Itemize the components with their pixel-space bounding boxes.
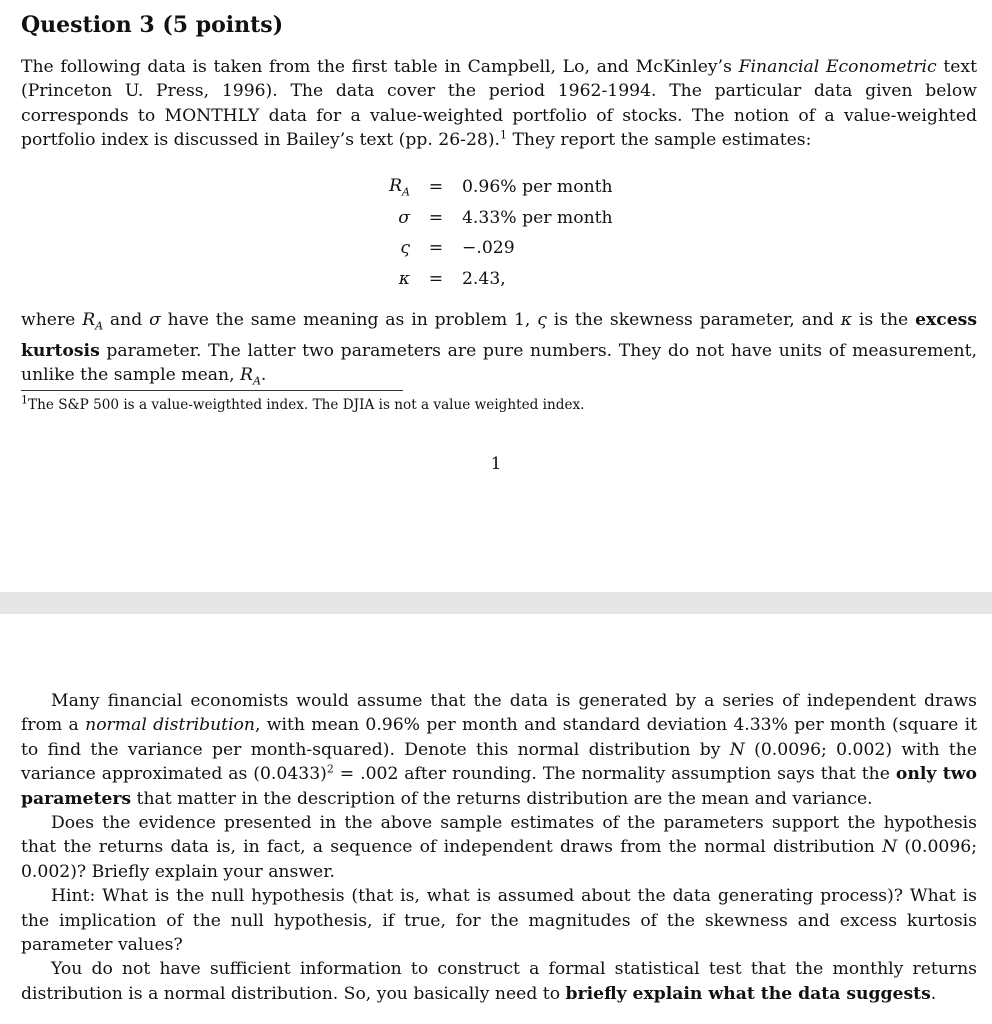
equals-sign: = <box>428 238 444 259</box>
estimate-row <box>360 233 613 264</box>
estimate-symbol: ς <box>400 238 410 259</box>
estimate-symbol: κ <box>398 268 410 289</box>
estimate-row <box>360 203 613 234</box>
equals-sign: = <box>428 268 444 289</box>
estimate-value: −.029 <box>462 238 515 259</box>
book-title: Financial Econometric <box>738 57 937 77</box>
question-paragraph: Does the evidence presented in the above sample estimates of the parameters support the hypothesis that the returns data is, in fact, a sequence of independent draws from the normal distribution N (0.0096; 0.002)? Briefly explain your answer. <box>21 813 977 882</box>
instruction-paragraph: You do not have sufficient information to construct a formal statistical test that the monthly returns distribution is a normal distribution. So, you basically need to briefly explain what the data suggests. <box>21 959 977 1004</box>
question-body <box>21 689 977 1006</box>
footnote-divider <box>21 390 403 391</box>
intro-paragraph: The following data is taken from the first table in Campbell, Lo, and McKinley’s Financial Econometric text (Princeton U. Press, 1996). The data cover the period 1962-1994. The particular data given below corresponds to MONTHLY data for a value-weighted portfolio of stocks. The notion of a value-weighted portfolio index is discussed in Bailey’s text (pp. 26-28).$^1$ They report the sample estimates: <box>21 57 977 151</box>
estimate-value: 4.33% per month <box>462 207 613 228</box>
estimate-value: 0.96% per month <box>462 177 613 198</box>
footnote: $^1$The S&P 500 is a value-weigthted index. The DJIA is not a value weighted index. <box>21 393 585 413</box>
page-number: 1 <box>490 454 502 474</box>
definitions-paragraph: where $R_A$ and σ have the same meaning as in problem 1, ς is the skewness parameter, and κ is the excess kurtosis parameter. The latter two parameters are pure numbers. They do not have units of measurement, unlike the sample mean, $R_A$. <box>21 310 977 388</box>
equals-sign: = <box>428 207 444 228</box>
equals-sign: = <box>428 177 444 198</box>
footnote-marker: 1 <box>499 128 507 142</box>
normality-paragraph: Many financial economists would assume that the data is generated by a series of independent draws from a normal distribution, with mean 0.96% per month and standard deviation 4.33% per month (square it to find the variance per month-squared). Denote this normal distribution by N (0.0096; 0.002) with the variance approximated as $(0.0433)^2 = .002$ after rounding. The normality assumption says that the only two parameters that matter in the description of the returns distribution are the mean and variance. <box>21 691 978 809</box>
question-title: Question 3 (5 points) <box>21 12 284 38</box>
sample-estimates <box>360 172 613 294</box>
estimate-symbol: σ <box>398 207 410 228</box>
page-separator <box>0 592 992 614</box>
footnote-number: 1 <box>21 393 28 407</box>
hint-paragraph: Hint: What is the null hypothesis (that is, what is assumed about the data generating process)? What is the implication of the null hypothesis, if true, for the magnitudes of the skewness and excess kurtosis parameter values? <box>21 886 977 956</box>
page-two <box>0 614 992 1024</box>
estimate-row: $R_A$ = 0.96% per month <box>360 172 613 203</box>
estimate-symbol: R <box>389 176 403 197</box>
estimate-row <box>360 264 613 295</box>
estimate-value: 2.43, <box>462 268 506 289</box>
